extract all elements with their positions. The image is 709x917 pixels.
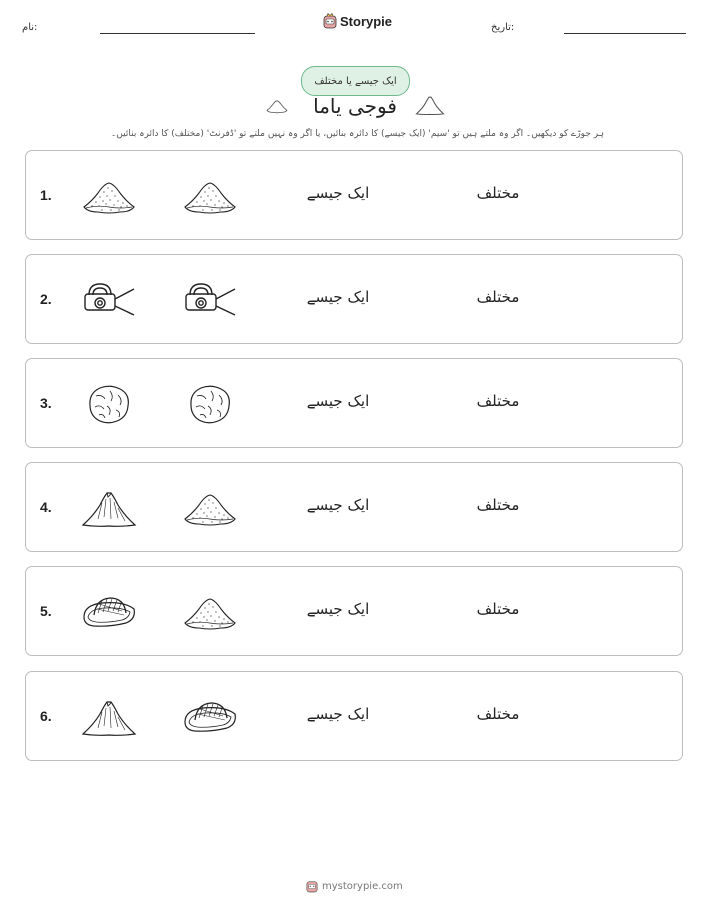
question-row-2 — [25, 254, 683, 344]
different-option[interactable]: مختلف — [476, 496, 520, 514]
footer-url[interactable]: mystorypie.com — [322, 880, 403, 892]
date-line[interactable] — [564, 33, 686, 34]
question-number: 2. — [40, 291, 52, 307]
same-option[interactable]: ایک جیسے — [306, 184, 370, 202]
different-option[interactable]: مختلف — [476, 600, 520, 618]
name-label: نام: — [22, 22, 38, 33]
instructions: ہر جوڑے کو دیکھیں۔ اگر وہ ملتے ہیں تو 'سیم' (ایک جیسے) کا دائرہ بنائیں، یا اگر وہ نہیں ملتے تو 'ڈفرنٹ' (مختلف) کا دائرہ بنائیں۔ — [111, 129, 604, 139]
same-option[interactable]: ایک جیسے — [306, 705, 370, 723]
question-row-6 — [25, 671, 683, 761]
rock-icon — [80, 379, 138, 429]
sand-pile-icon — [181, 171, 239, 221]
right-picture — [181, 483, 239, 533]
sand-pile-decoration-icon — [261, 96, 293, 116]
mountain-decoration-icon — [414, 92, 446, 118]
question-number: 5. — [40, 603, 52, 619]
mountain-icon — [80, 483, 138, 533]
mountain-icon — [80, 692, 138, 742]
camera-strap-icon — [181, 275, 239, 325]
question-row-4 — [25, 462, 683, 552]
left-picture — [80, 379, 138, 429]
question-number: 1. — [40, 187, 52, 203]
date-label: تاریخ: — [491, 22, 515, 33]
sandal-icon — [181, 692, 239, 742]
name-line[interactable] — [100, 33, 255, 34]
worksheet-type-badge: ایک جیسے یا مختلف — [301, 66, 410, 96]
camera-strap-icon — [80, 275, 138, 325]
question-row-1 — [25, 150, 683, 240]
right-picture — [181, 692, 239, 742]
storypie-mascot-icon — [323, 13, 337, 29]
storypie-mascot-icon — [306, 879, 318, 893]
rock-icon — [181, 379, 239, 429]
left-picture — [80, 171, 138, 221]
right-picture — [181, 275, 239, 325]
left-picture — [80, 692, 138, 742]
right-picture — [181, 171, 239, 221]
sand-pile-icon — [181, 483, 239, 533]
different-option[interactable]: مختلف — [476, 184, 520, 202]
logo-text: Storypie — [340, 13, 393, 29]
question-row-5 — [25, 566, 683, 656]
sand-pile-icon — [181, 587, 239, 637]
left-picture — [80, 275, 138, 325]
question-number: 6. — [40, 708, 52, 724]
different-option[interactable]: مختلف — [476, 392, 520, 410]
question-number: 3. — [40, 395, 52, 411]
left-picture — [80, 587, 138, 637]
question-row-3 — [25, 358, 683, 448]
footer — [306, 879, 403, 893]
different-option[interactable]: مختلف — [476, 288, 520, 306]
sandal-icon — [80, 587, 138, 637]
left-picture — [80, 483, 138, 533]
same-option[interactable]: ایک جیسے — [306, 496, 370, 514]
right-picture — [181, 379, 239, 429]
same-option[interactable]: ایک جیسے — [306, 392, 370, 410]
same-option[interactable]: ایک جیسے — [306, 288, 370, 306]
right-picture — [181, 587, 239, 637]
different-option[interactable]: مختلف — [476, 705, 520, 723]
page-title: فوجی یاما — [313, 94, 397, 118]
same-option[interactable]: ایک جیسے — [306, 600, 370, 618]
question-number: 4. — [40, 499, 52, 515]
storypie-logo — [323, 13, 392, 29]
sand-pile-icon — [80, 171, 138, 221]
